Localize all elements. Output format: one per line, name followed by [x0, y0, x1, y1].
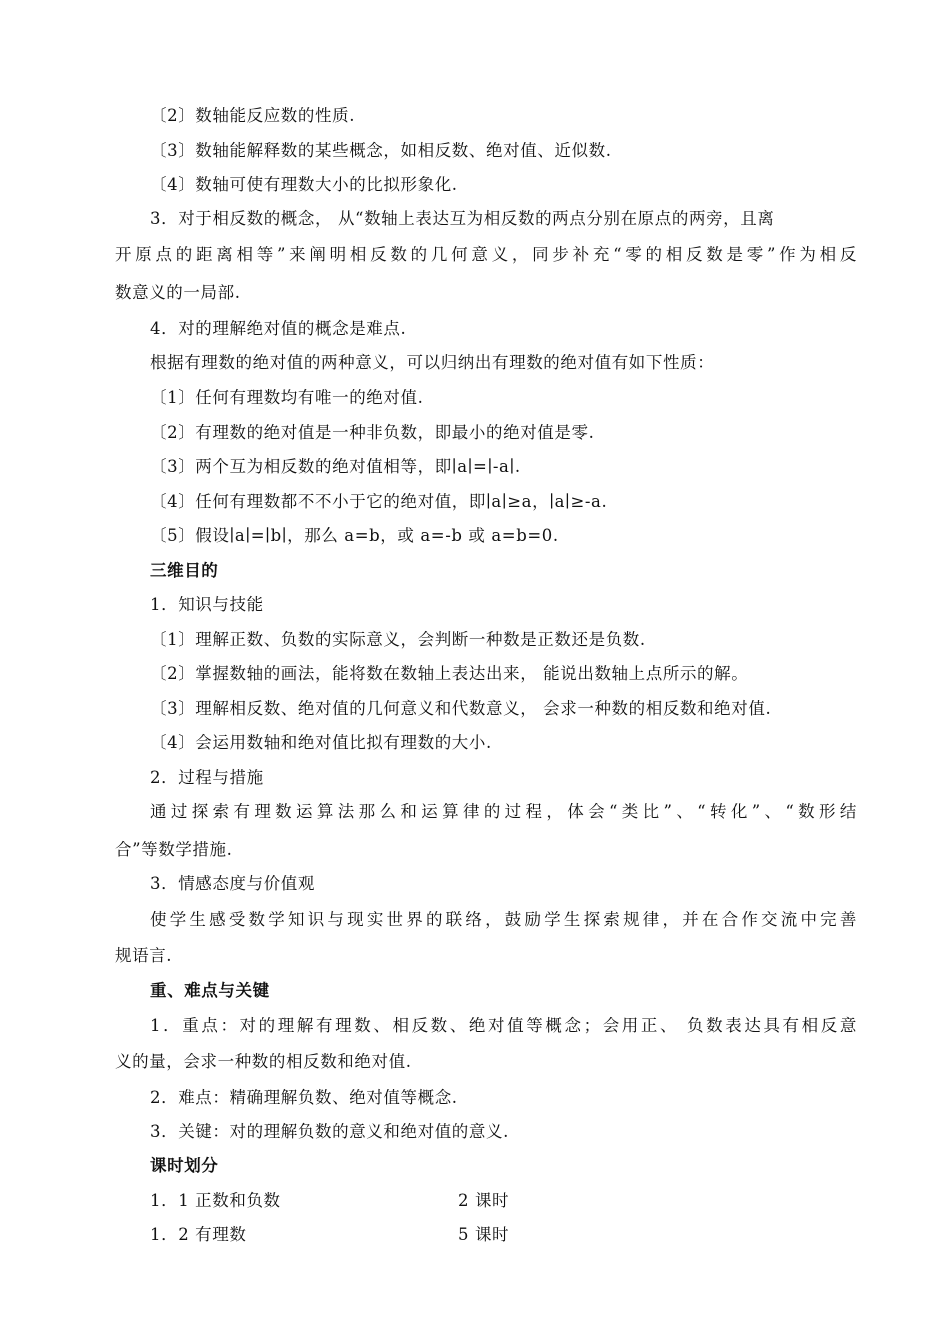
text-line: 〔1〕理解正数、负数的实际意义，会判断一种数是正数还是负数.	[150, 630, 646, 649]
text-line: 〔4〕任何有理数都不不小于它的绝对值，即∣a∣≥a，∣a∣≥-a.	[150, 492, 608, 511]
text-line: 2．过程与措施	[150, 768, 264, 787]
section-heading: 重、难点与关键	[150, 981, 270, 1000]
text-line: 1．知识与技能	[150, 595, 264, 614]
text-line: 根据有理数的绝对值的两种意义，可以归纳出有理数的绝对值有如下性质：	[150, 353, 715, 372]
text-line: 〔3〕数轴能解释数的某些概念，如相反数、绝对值、近似数.	[150, 141, 612, 160]
text-line: 通过探索有理数运算法那么和运算律的过程，体会“类比”、“转化”、“数形结	[150, 802, 857, 821]
text-line: 1．重点：对的理解有理数、相反数、绝对值等概念；会用正、 负数表达具有相反意	[150, 1016, 857, 1035]
text-line: 开原点的距离相等”来阐明相反数的几何意义，同步补充“零的相反数是零”作为相反	[115, 245, 857, 264]
text-line: 〔3〕理解相反数、绝对值的几何意义和代数意义， 会求一种数的相反数和绝对值.	[150, 699, 772, 718]
schedule-hours: 2 课时	[458, 1191, 510, 1210]
text-line: 〔2〕数轴能反应数的性质.	[150, 106, 356, 125]
text-line: 数意义的一局部.	[115, 283, 241, 302]
text-line: 〔2〕掌握数轴的画法，能将数在数轴上表达出来， 能说出数轴上点所示的解。	[150, 664, 749, 683]
text-line: 〔4〕会运用数轴和绝对值比拟有理数的大小.	[150, 733, 492, 752]
text-line: 3．关键：对的理解负数的意义和绝对值的意义.	[150, 1122, 509, 1141]
section-heading: 课时划分	[150, 1156, 219, 1175]
text-line: 〔4〕数轴可使有理数大小的比拟形象化.	[150, 175, 458, 194]
schedule-section: 1．2 有理数	[150, 1225, 247, 1244]
text-line: 〔1〕任何有理数均有唯一的绝对值.	[150, 388, 424, 407]
text-line: 〔2〕有理数的绝对值是一种非负数，即最小的绝对值是零.	[150, 423, 595, 442]
text-line: 2．难点：精确理解负数、绝对值等概念.	[150, 1088, 458, 1107]
text-line: 〔5〕假设∣a∣=∣b∣，那么 a=b，或 a=-b 或 a=b=0.	[150, 526, 559, 545]
section-heading: 三维目的	[150, 561, 219, 580]
text-line: 〔3〕两个互为相反数的绝对值相等，即∣a∣=∣-a∣.	[150, 457, 521, 476]
text-line: 义的量，会求一种数的相反数和绝对值.	[115, 1052, 412, 1071]
text-line: 使学生感受数学知识与现实世界的联络，鼓励学生探索规律，并在合作交流中完善	[150, 910, 857, 929]
schedule-hours: 5 课时	[458, 1225, 510, 1244]
text-line: 合”等数学措施.	[115, 840, 233, 859]
text-line: 3．对于相反数的概念， 从“数轴上表达互为相反数的两点分别在原点的两旁，且离	[150, 209, 775, 228]
text-line: 3．情感态度与价值观	[150, 874, 315, 893]
schedule-section: 1．1 正数和负数	[150, 1191, 281, 1210]
text-line: 4．对的理解绝对值的概念是难点.	[150, 319, 407, 338]
text-line: 规语言.	[115, 946, 173, 965]
